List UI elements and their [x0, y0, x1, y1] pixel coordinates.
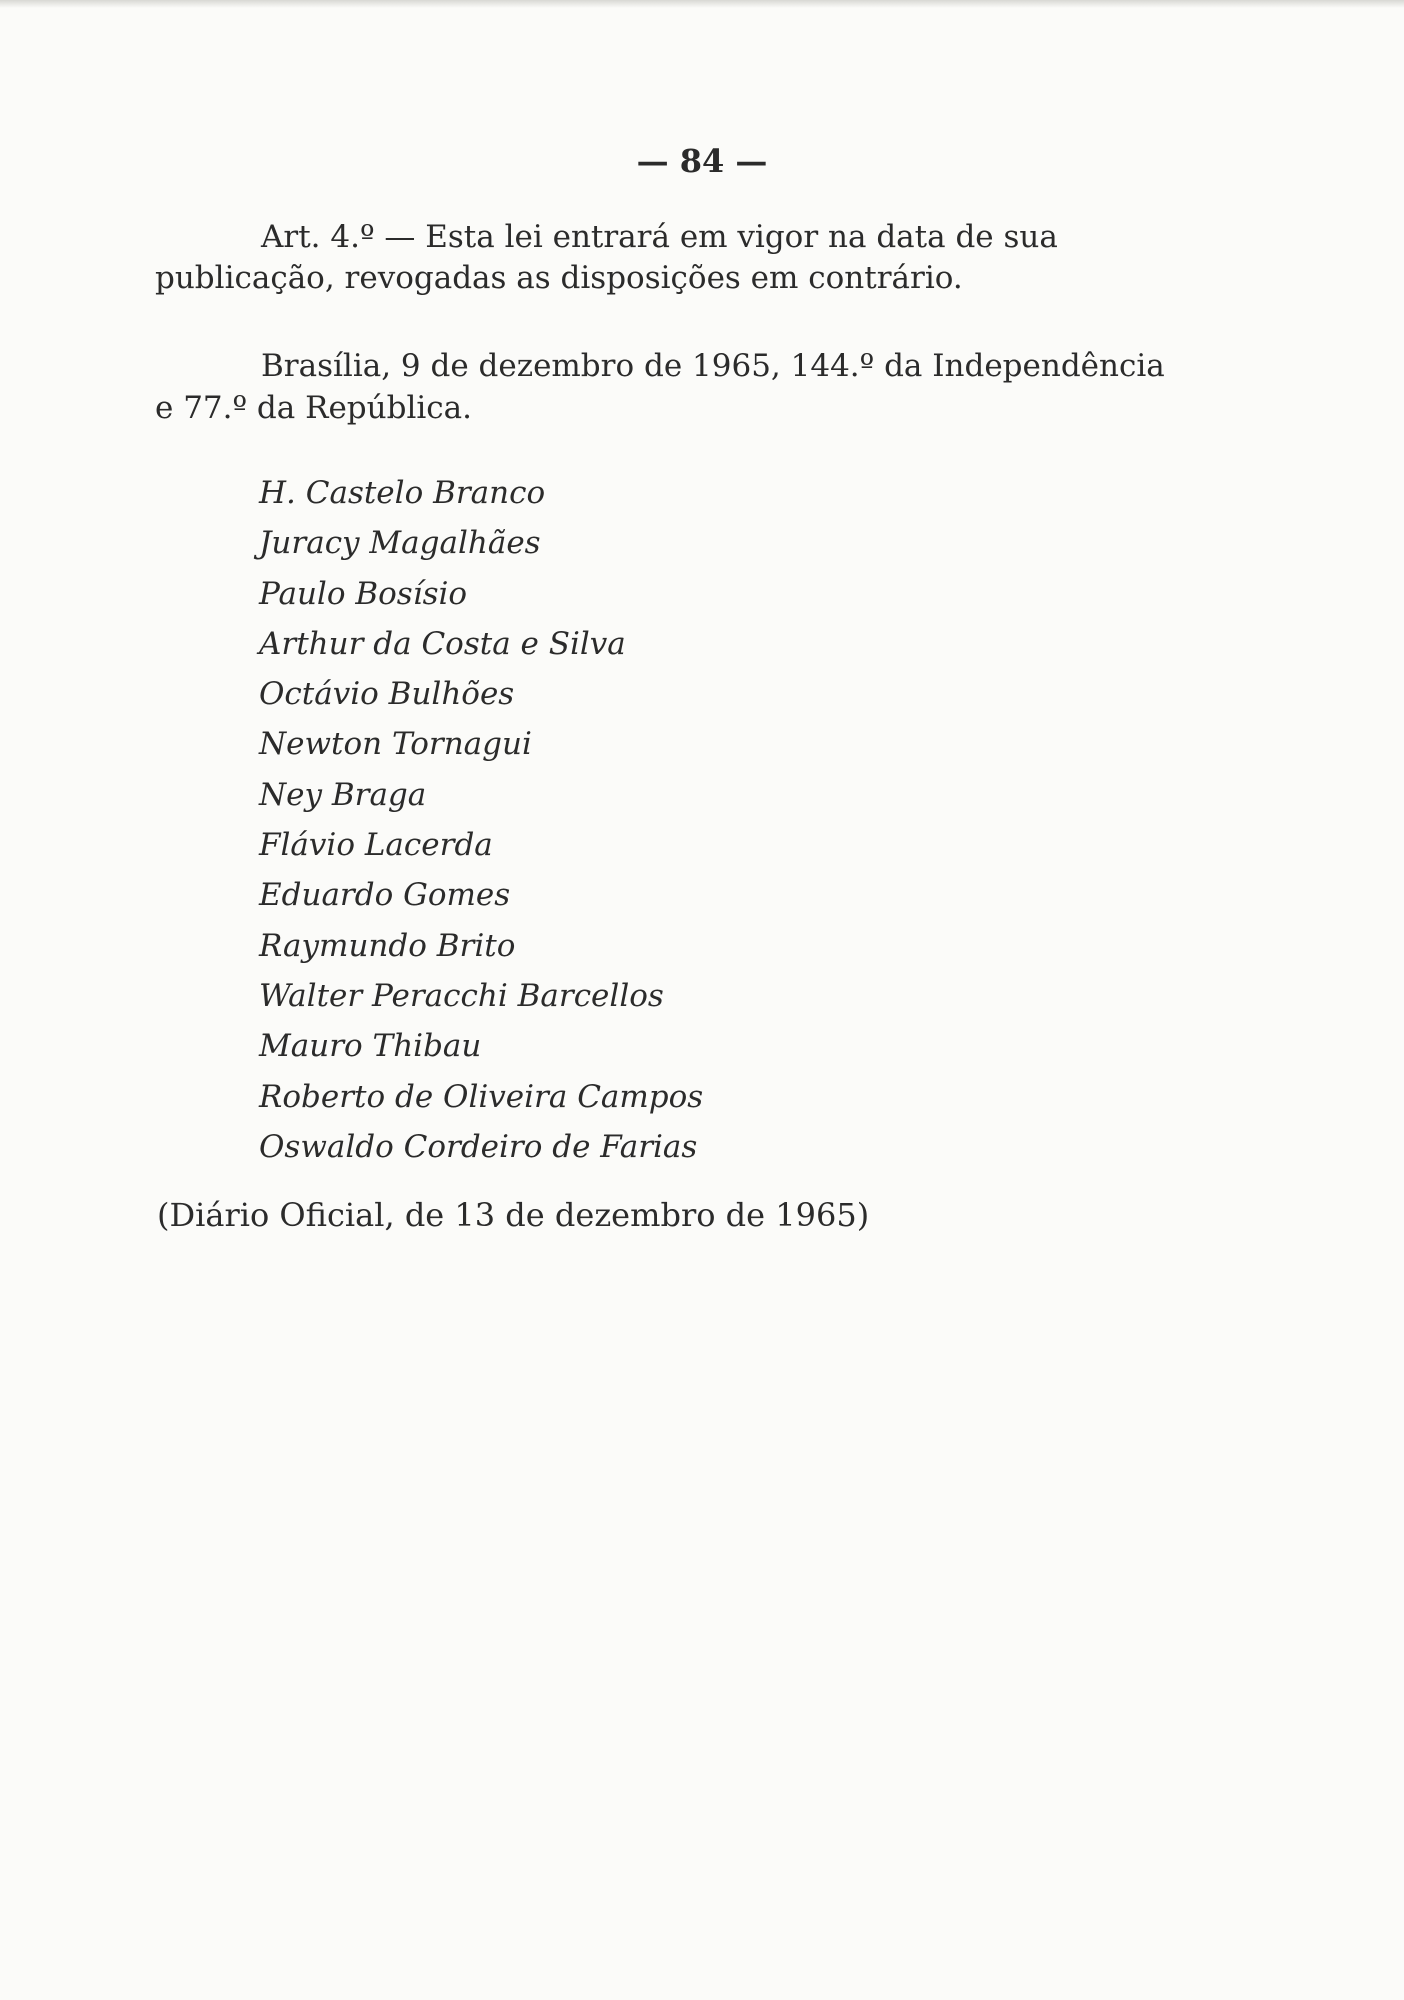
signatory: Arthur da Costa e Silva	[259, 625, 626, 662]
signatory: Newton Tornagui	[259, 726, 532, 763]
page-number: — 84 —	[636, 142, 768, 180]
signatory: Octávio Bulhões	[259, 676, 515, 713]
page-top-edge	[0, 0, 1404, 8]
signatory: Paulo Bosísio	[259, 575, 468, 612]
signatory: H. Castelo Branco	[259, 475, 546, 511]
signatory: Ney Braga	[259, 776, 427, 813]
article-4-line-1: Art. 4.º — Esta lei entrará em vigor na data de sua	[261, 219, 1058, 255]
signatory: Walter Peracchi Barcellos	[259, 977, 664, 1014]
dateline-line-1: Brasília, 9 de dezembro de 1965, 144.º da Independência	[261, 348, 1165, 384]
signatory: Oswaldo Cordeiro de Farias	[259, 1128, 698, 1165]
dateline-line-2: e 77.º da República.	[155, 390, 472, 426]
article-4-line-2: publicação, revogadas as disposições em contrário.	[155, 260, 963, 296]
source-citation: (Diário Oficial, de 13 de dezembro de 1965)	[157, 1196, 870, 1234]
signatory: Juracy Magalhães	[259, 525, 541, 562]
signatory: Raymundo Brito	[259, 927, 516, 964]
signatory: Eduardo Gomes	[259, 877, 511, 914]
signatory: Roberto de Oliveira Campos	[259, 1078, 704, 1115]
signatory: Flávio Lacerda	[259, 827, 493, 864]
signatories-list	[259, 468, 703, 1172]
signatory: Mauro Thibau	[259, 1028, 482, 1065]
